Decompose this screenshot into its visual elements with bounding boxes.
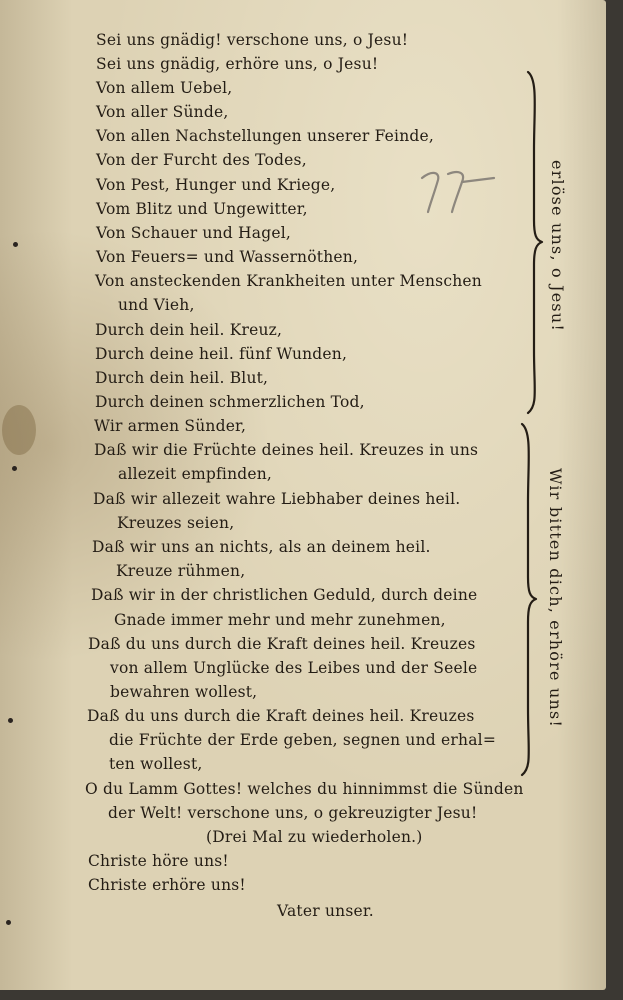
litany-line: Daß du uns durch die Kraft deines heil. Kreuzes <box>88 635 476 653</box>
litany-line: Durch dein heil. Blut, <box>95 369 269 387</box>
litany-line: allezeit empfinden, <box>118 465 273 483</box>
litany-line: O du Lamm Gottes! welches du hinnimmst die Sünden <box>85 780 524 798</box>
litany-line: Von der Furcht des Todes, <box>96 151 307 169</box>
litany-line: Gnade immer mehr und mehr zunehmen, <box>114 611 446 629</box>
binding-hole <box>13 242 18 247</box>
litany-line: die Früchte der Erde geben, segnen und erhal= <box>109 731 497 749</box>
binding-hole <box>12 466 17 471</box>
litany-line: Kreuze rühmen, <box>116 562 246 580</box>
litany-line: Daß wir uns an nichts, als an deinem heil. <box>92 538 431 556</box>
response-upper: erlöse uns, o Jesu! <box>548 160 567 332</box>
binding-hole <box>8 718 13 723</box>
litany-line: Christe erhöre uns! <box>88 876 246 894</box>
litany-line: Von aller Sünde, <box>96 103 229 121</box>
litany-line: Vater unser. <box>277 902 374 920</box>
litany-line: Daß wir in der christlichen Geduld, durch deine <box>91 586 478 604</box>
litany-line: Von allem Uebel, <box>96 79 233 97</box>
litany-line: Sei uns gnädig! verschone uns, o Jesu! <box>96 31 409 49</box>
litany-line: ten wollest, <box>109 755 203 773</box>
litany-line: Durch dein heil. Kreuz, <box>95 321 283 339</box>
page-stain <box>2 405 36 455</box>
litany-line: Daß du uns durch die Kraft deines heil. Kreuzes <box>87 707 475 725</box>
litany-line: Durch deinen schmerzlichen Tod, <box>95 393 365 411</box>
litany-line: von allem Unglücke des Leibes und der Seele <box>110 659 478 677</box>
litany-line: und Vieh, <box>118 296 195 314</box>
litany-line: Von allen Nachstellungen unserer Feinde, <box>96 127 435 145</box>
litany-line: Von Feuers= und Wassernöthen, <box>96 248 359 266</box>
litany-line: (Drei Mal zu wiederholen.) <box>206 828 423 846</box>
litany-line: Christe höre uns! <box>88 852 229 870</box>
litany-line: Durch deine heil. fünf Wunden, <box>95 345 348 363</box>
binding-hole <box>6 920 11 925</box>
litany-line: Sei uns gnädig, erhöre uns, o Jesu! <box>96 55 379 73</box>
litany-line: Daß wir die Früchte deines heil. Kreuzes in uns <box>94 441 479 459</box>
response-lower: Wir bitten dich, erhöre uns! <box>546 468 565 728</box>
litany-line: Daß wir allezeit wahre Liebhaber deines heil. <box>93 490 461 508</box>
litany-line: Von Schauer und Hagel, <box>96 224 291 242</box>
litany-line: Von Pest, Hunger und Kriege, <box>96 176 336 194</box>
litany-line: bewahren wollest, <box>110 683 258 701</box>
litany-line: Kreuzes seien, <box>117 514 235 532</box>
litany-line: Vom Blitz und Ungewitter, <box>96 200 308 218</box>
litany-line: Von ansteckenden Krankheiten unter Menschen <box>95 272 482 290</box>
pencil-mark <box>418 168 498 216</box>
litany-line: Wir armen Sünder, <box>94 417 247 435</box>
lower-brace <box>516 422 540 777</box>
litany-line: der Welt! verschone uns, o gekreuzigter Jesu! <box>108 804 478 822</box>
upper-brace <box>522 70 546 415</box>
